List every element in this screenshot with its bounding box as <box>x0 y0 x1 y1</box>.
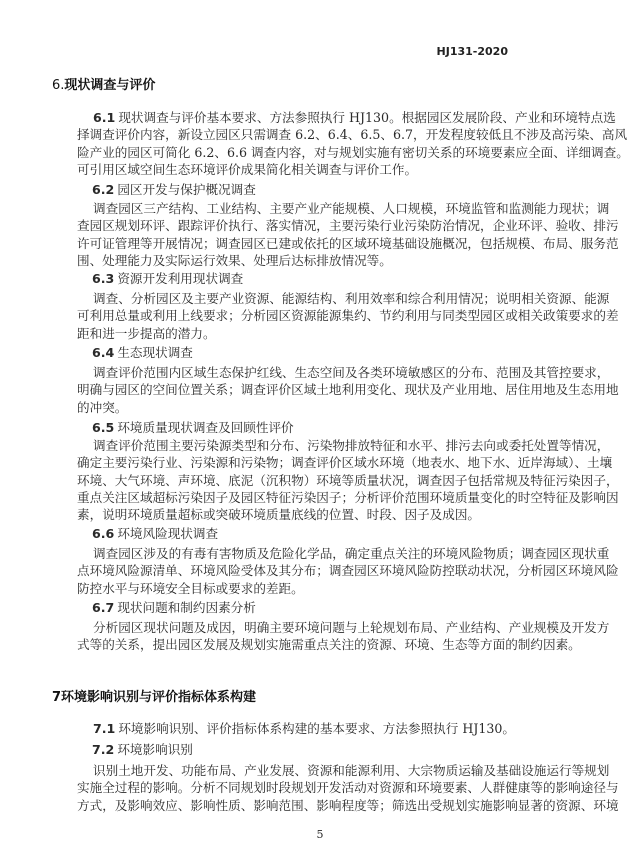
text-line: 调查、分析园区及主要产业资源、能源结构、利用效率和综合利用情况；说明相关资源、能源 <box>93 291 610 306</box>
paragraph-6-4 <box>77 364 619 416</box>
text-line: 险产业的园区可简化 6.2、6.6 调查内容，对与规划实施有密切关系的环境要素应全面、详细调查。 <box>77 144 629 160</box>
text-line <box>77 109 616 126</box>
subsection-number: 6.4 <box>92 345 115 360</box>
text-line: 确定主要污染行业、污染源和污染物；调查评价区域水环境（地表水、地下水、近岸海域）、土壤 <box>77 455 613 471</box>
text-line-content: 现状调查与评价基本要求、方法参照执行 HJ130。根据园区发展阶段、产业和环境特点选 <box>118 110 616 125</box>
text-line: 实施全过程的影响。分析不同规划时段规划开发活动对资源和环境要素、人群健康等的影响途径与 <box>77 780 619 796</box>
subsection-heading-7-2 <box>92 741 193 758</box>
subsection-number: 6.2 <box>92 182 115 197</box>
subsection-heading-6-5 <box>92 419 294 436</box>
section-number: 7 <box>52 690 62 705</box>
subsection-heading-6-7 <box>92 599 256 616</box>
text-line: 素，说明环境质量超标或突破环境质量底线的位置、时段、因子及成因。 <box>77 507 480 523</box>
subsection-heading-6-6 <box>92 525 218 542</box>
text-line: 调查园区三产结构、工业结构、主要产业产能规模、人口规模，环境监管和监测能力现状；调 <box>93 201 610 216</box>
text-line: 的冲突。 <box>77 399 128 415</box>
section-heading-6 <box>52 77 155 94</box>
text-line: 许可证管理等开展情况；调查园区已建或依托的区域环境基础设施概况，包括规模、布局、服务范 <box>77 235 619 251</box>
text-line: 明确与园区的空间位置关系；调查评价区域土地利用变化、现状及产业用地、居住用地及生态用地 <box>77 382 619 398</box>
text-line: 环境、大气环境、声环境、底泥（沉积物）环境等质量状况，调查因子包括常规及特征污染因子， <box>77 472 619 488</box>
text-line: 防控水平与环境安全目标或要求的差距。 <box>77 580 304 596</box>
section-title: 现状调查与评价 <box>64 78 156 93</box>
subsection-number: 6.6 <box>92 526 115 541</box>
subsection-heading-6-4 <box>92 344 193 361</box>
text-line: 距和进一步提高的潜力。 <box>77 325 216 341</box>
subsection-number: 7.1 <box>93 721 116 736</box>
subsection-number: 6.7 <box>92 600 115 615</box>
subsection-title: 生态现状调查 <box>117 345 193 360</box>
paragraph-6-3 <box>77 290 619 342</box>
subsection-title: 现状问题和制约因素分析 <box>117 600 256 615</box>
subsection-number: 6.3 <box>92 271 115 286</box>
section-title: 环境影响识别与评价指标体系构建 <box>61 690 257 705</box>
subsection-title: 资源开发利用现状调查 <box>117 271 244 286</box>
subsection-heading-6-3 <box>92 270 243 287</box>
paragraph-6-7 <box>77 619 610 654</box>
text-line <box>77 720 516 737</box>
standard-code-header: HJ131-2020 <box>436 45 508 58</box>
text-line: 可引用区域空间生态环境评价成果简化相关调查与评价工作。 <box>77 161 418 177</box>
text-line-content: 环境影响识别、评价指标体系构建的基本要求、方法参照执行 HJ130。 <box>118 721 516 736</box>
subsection-number: 6.5 <box>92 420 115 435</box>
subsection-number: 7.2 <box>92 742 115 757</box>
subsection-title: 环境风险现状调查 <box>117 526 219 541</box>
page-number: 5 <box>316 828 324 841</box>
section-number: 6. <box>52 78 65 93</box>
subsection-title: 园区开发与保护概况调查 <box>117 182 256 197</box>
text-line: 方式，及影响效应、影响性质、影响范围、影响程度等；筛选出受规划实施影响显著的资源、环境 <box>77 797 619 813</box>
paragraph-6-2 <box>77 200 619 269</box>
text-line: 识别土地开发、功能布局、产业发展、资源和能源利用、大宗物质运输及基础设施运行等规划 <box>93 763 610 778</box>
text-line: 可利用总量或利用上线要求；分析园区资源能源集约、节约利用与同类型园区或相关政策要求的差 <box>77 308 619 324</box>
text-line: 式等的关系，提出园区发展及规划实施需重点关注的资源、环境、生态等方面的制约因素。 <box>77 637 581 653</box>
paragraph-7-1 <box>77 720 516 737</box>
text-line: 分析园区现状问题及成因，明确主要环境问题与上轮规划布局、产业结构、产业规模及开发方 <box>93 620 610 635</box>
text-line: 点环境风险源清单、环境风险受体及其分布；调查园区环境风险防控联动状况，分析园区环境风险 <box>77 563 619 579</box>
text-line: 查园区规划环评、跟踪评价执行、落实情况，主要污染行业污染防治情况，企业环评、验收、排污 <box>77 218 619 234</box>
paragraph-6-1 <box>77 109 629 178</box>
subsection-title: 环境影响识别 <box>117 742 193 757</box>
subsection-title: 环境质量现状调查及回顾性评价 <box>117 420 294 435</box>
subsection-heading-6-2 <box>92 181 256 198</box>
paragraph-7-2 <box>77 762 619 814</box>
text-line: 调查评价范围内区域生态保护红线、生态空间及各类环境敏感区的分布、范围及其管控要求， <box>93 365 610 380</box>
text-line: 调查园区涉及的有毒有害物质及危险化学品，确定重点关注的环境风险物质；调查园区现状重 <box>93 546 610 561</box>
text-line: 调查评价范围主要污染源类型和分布、污染物排放特征和水平、排污去向或委托处置等情况， <box>93 438 610 453</box>
subsection-number: 6.1 <box>93 110 116 125</box>
paragraph-6-6 <box>77 545 619 597</box>
text-line: 择调查评价内容，新设立园区只需调查 6.2、6.4、6.5、6.7，开发程度较低且不涉及高污染、高风 <box>77 127 628 143</box>
paragraph-6-5 <box>77 437 619 523</box>
section-heading-7 <box>52 689 256 706</box>
text-line: 围、处理能力及实际运行效果、处理后达标排放情况等。 <box>77 252 392 268</box>
text-line: 重点关注区域超标污染因子及园区特征污染因子；分析评价范围环境质量变化的时空特征及影响因 <box>77 489 619 505</box>
